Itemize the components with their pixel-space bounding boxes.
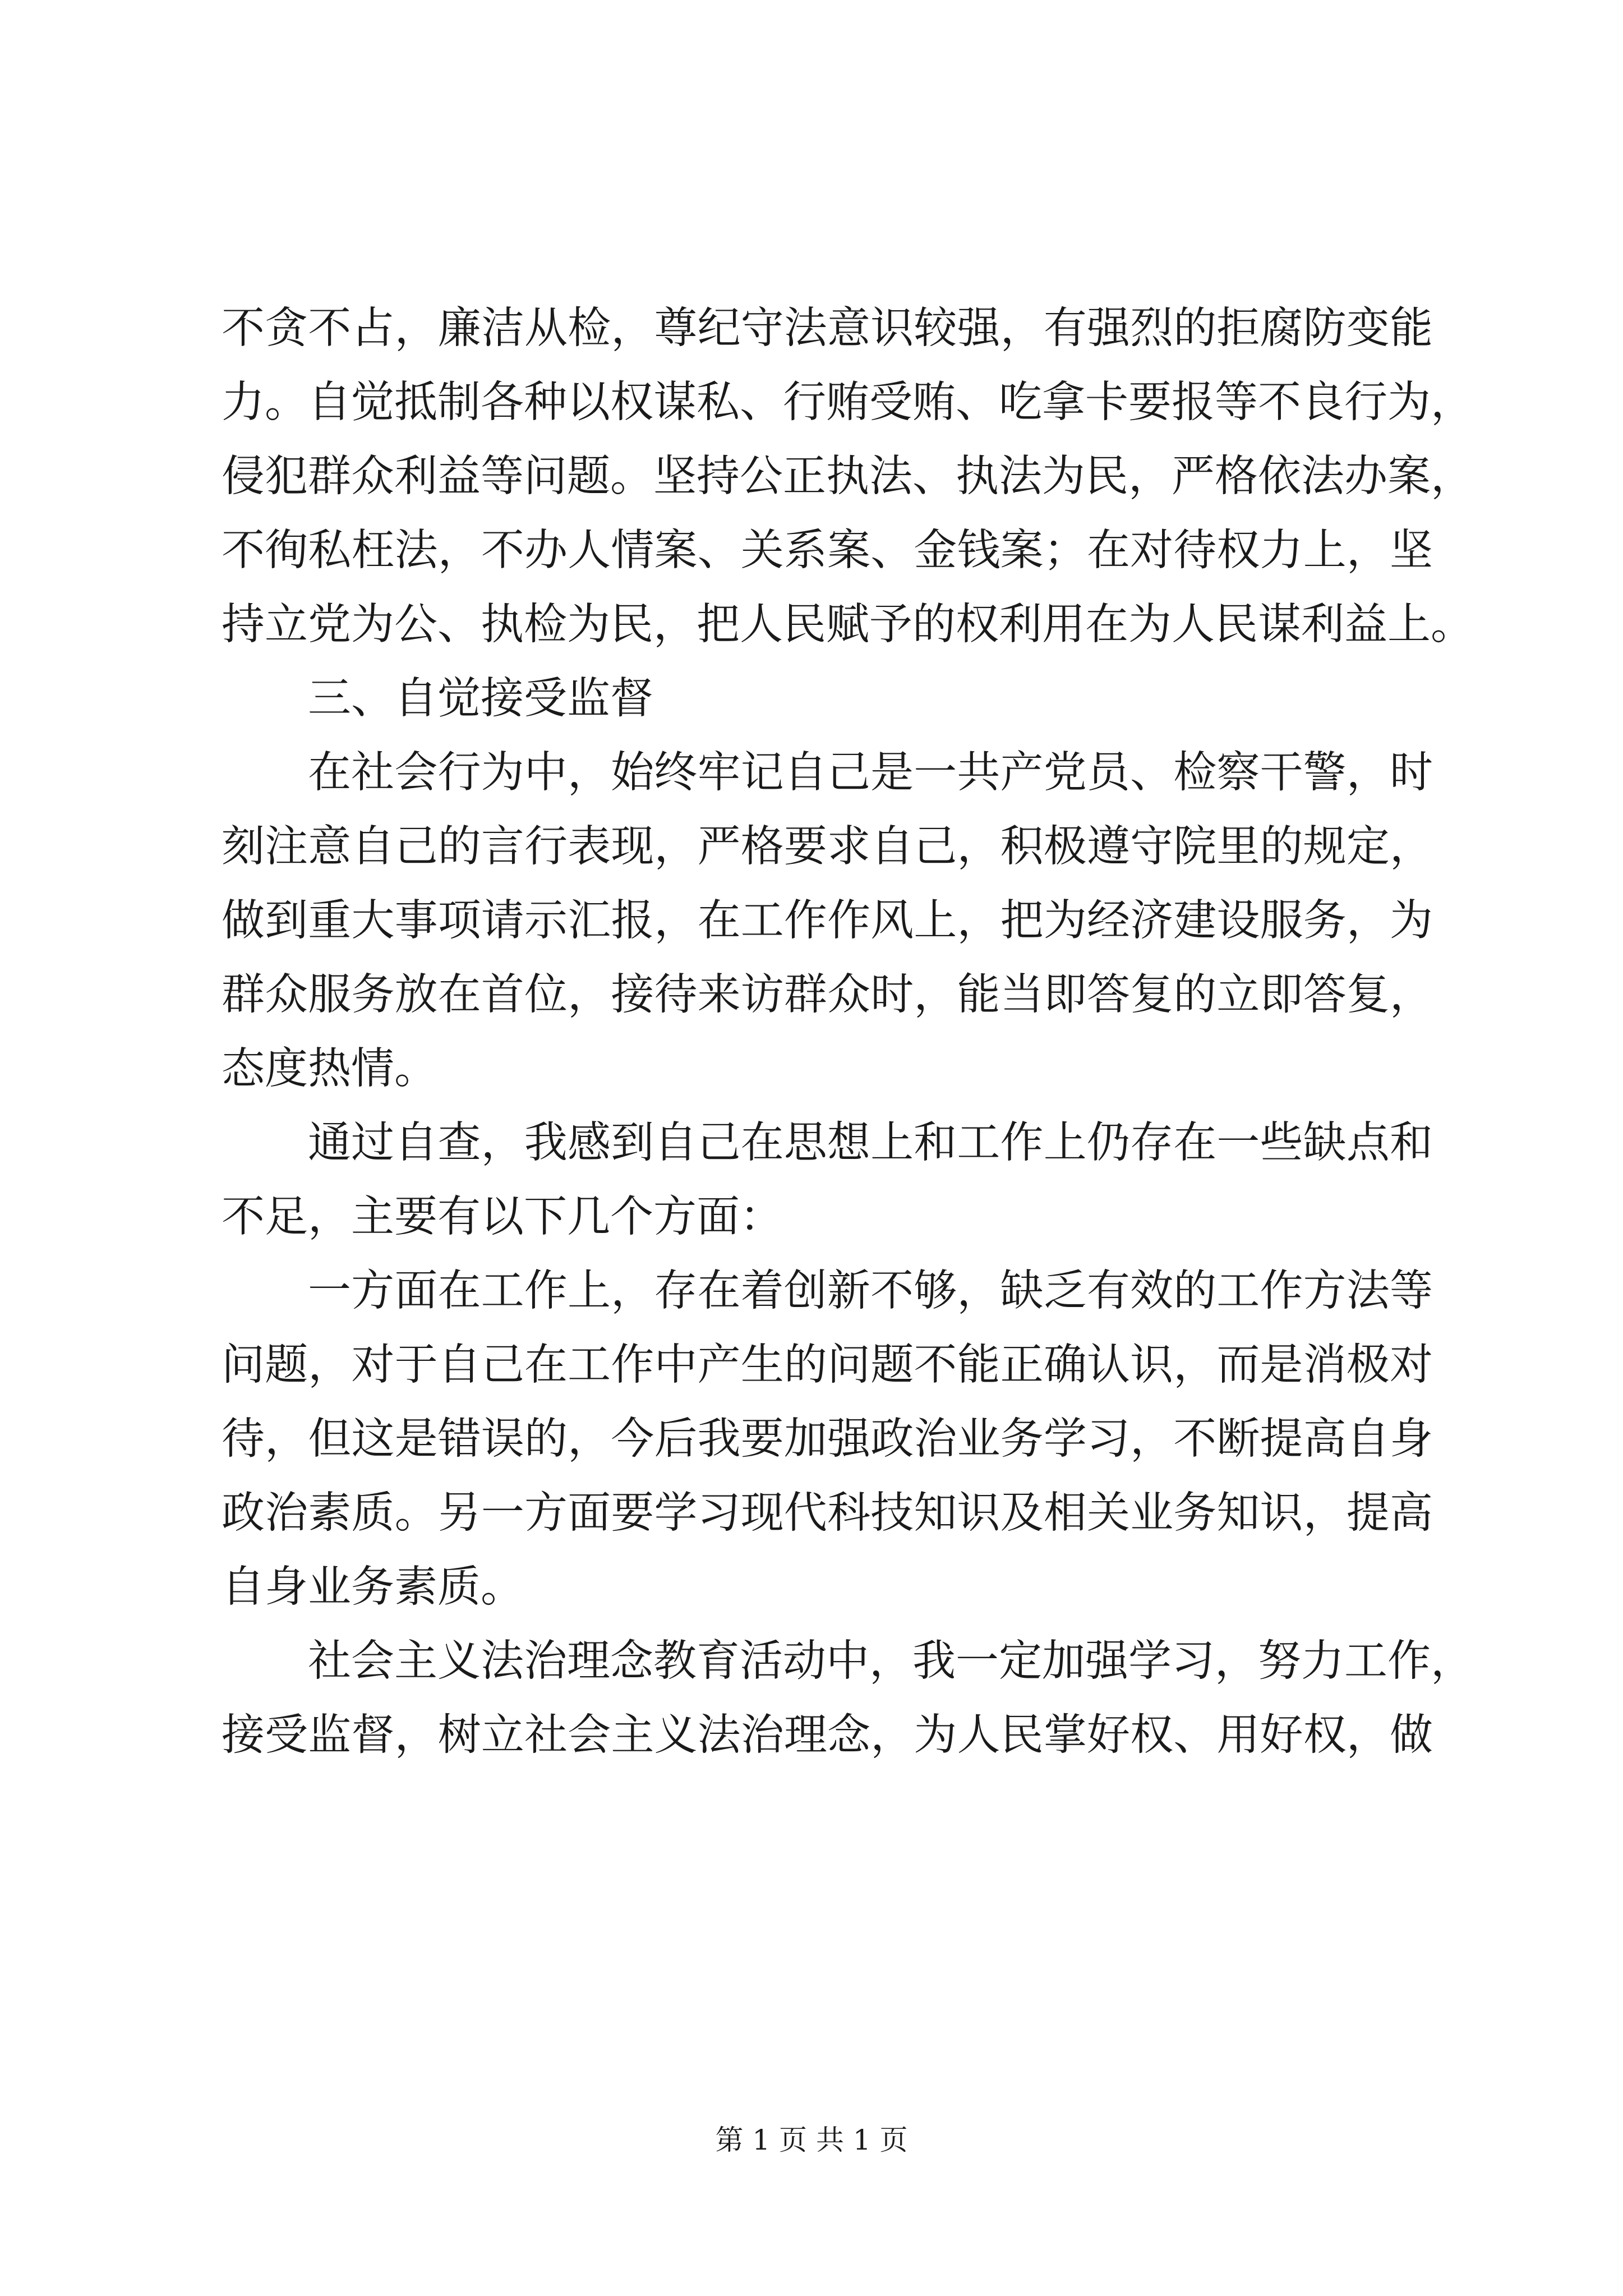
text-line: 问题，对于自己在工作中产生的问题不能正确认识，而是消极对 [222,1340,1433,1390]
page-footer: 第 1 页 共 1 页 [715,2124,908,2156]
text-line: 刻注意自己的言行表现，严格要求自己，积极遵守院里的规定， [222,822,1433,872]
text-line: 自身业务素质。 [222,1562,524,1612]
text-line: 不足，主要有以下几个方面： [222,1192,783,1242]
text-line: 政治素质。另一方面要学习现代科技知识及相关业务知识，提高 [222,1488,1433,1538]
text-line: 态度热情。 [222,1044,437,1094]
text-line: 持立党为公、执检为民，把人民赋予的权利用在为人民谋利益上。 [222,600,1474,650]
section-heading: 三、自觉接受监督 [308,674,653,724]
text-line: 做到重大事项请示汇报，在工作作风上，把为经济建设服务，为 [222,896,1433,946]
text-line: 通过自查，我感到自己在思想上和工作上仍存在一些缺点和 [308,1118,1433,1168]
text-line: 待，但这是错误的，今后我要加强政治业务学习，不断提高自身 [222,1414,1433,1464]
body-text [222,292,1474,1773]
text-line: 不贪不占，廉洁从检，尊纪守法意识较强，有强烈的拒腐防变能 [222,303,1433,353]
text-line: 群众服务放在首位，接待来访群众时，能当即答复的立即答复， [222,970,1433,1020]
text-line: 社会主义法治理念教育活动中，我一定加强学习，努力工作， [308,1636,1474,1686]
text-line: 侵犯群众利益等问题。坚持公正执法、执法为民，严格依法办案， [222,452,1474,501]
text-line: 不徇私枉法，不办人情案、关系案、金钱案；在对待权力上，坚 [222,526,1433,576]
text-line: 力。自觉抵制各种以权谋私、行贿受贿、吃拿卡要报等不良行为， [222,378,1474,427]
text-line: 在社会行为中，始终牢记自己是一共产党员、检察干警，时 [308,748,1433,798]
text-line: 接受监督，树立社会主义法治理念，为人民掌好权、用好权，做 [222,1710,1433,1760]
text-line: 一方面在工作上，存在着创新不够，缺乏有效的工作方法等 [308,1266,1433,1316]
